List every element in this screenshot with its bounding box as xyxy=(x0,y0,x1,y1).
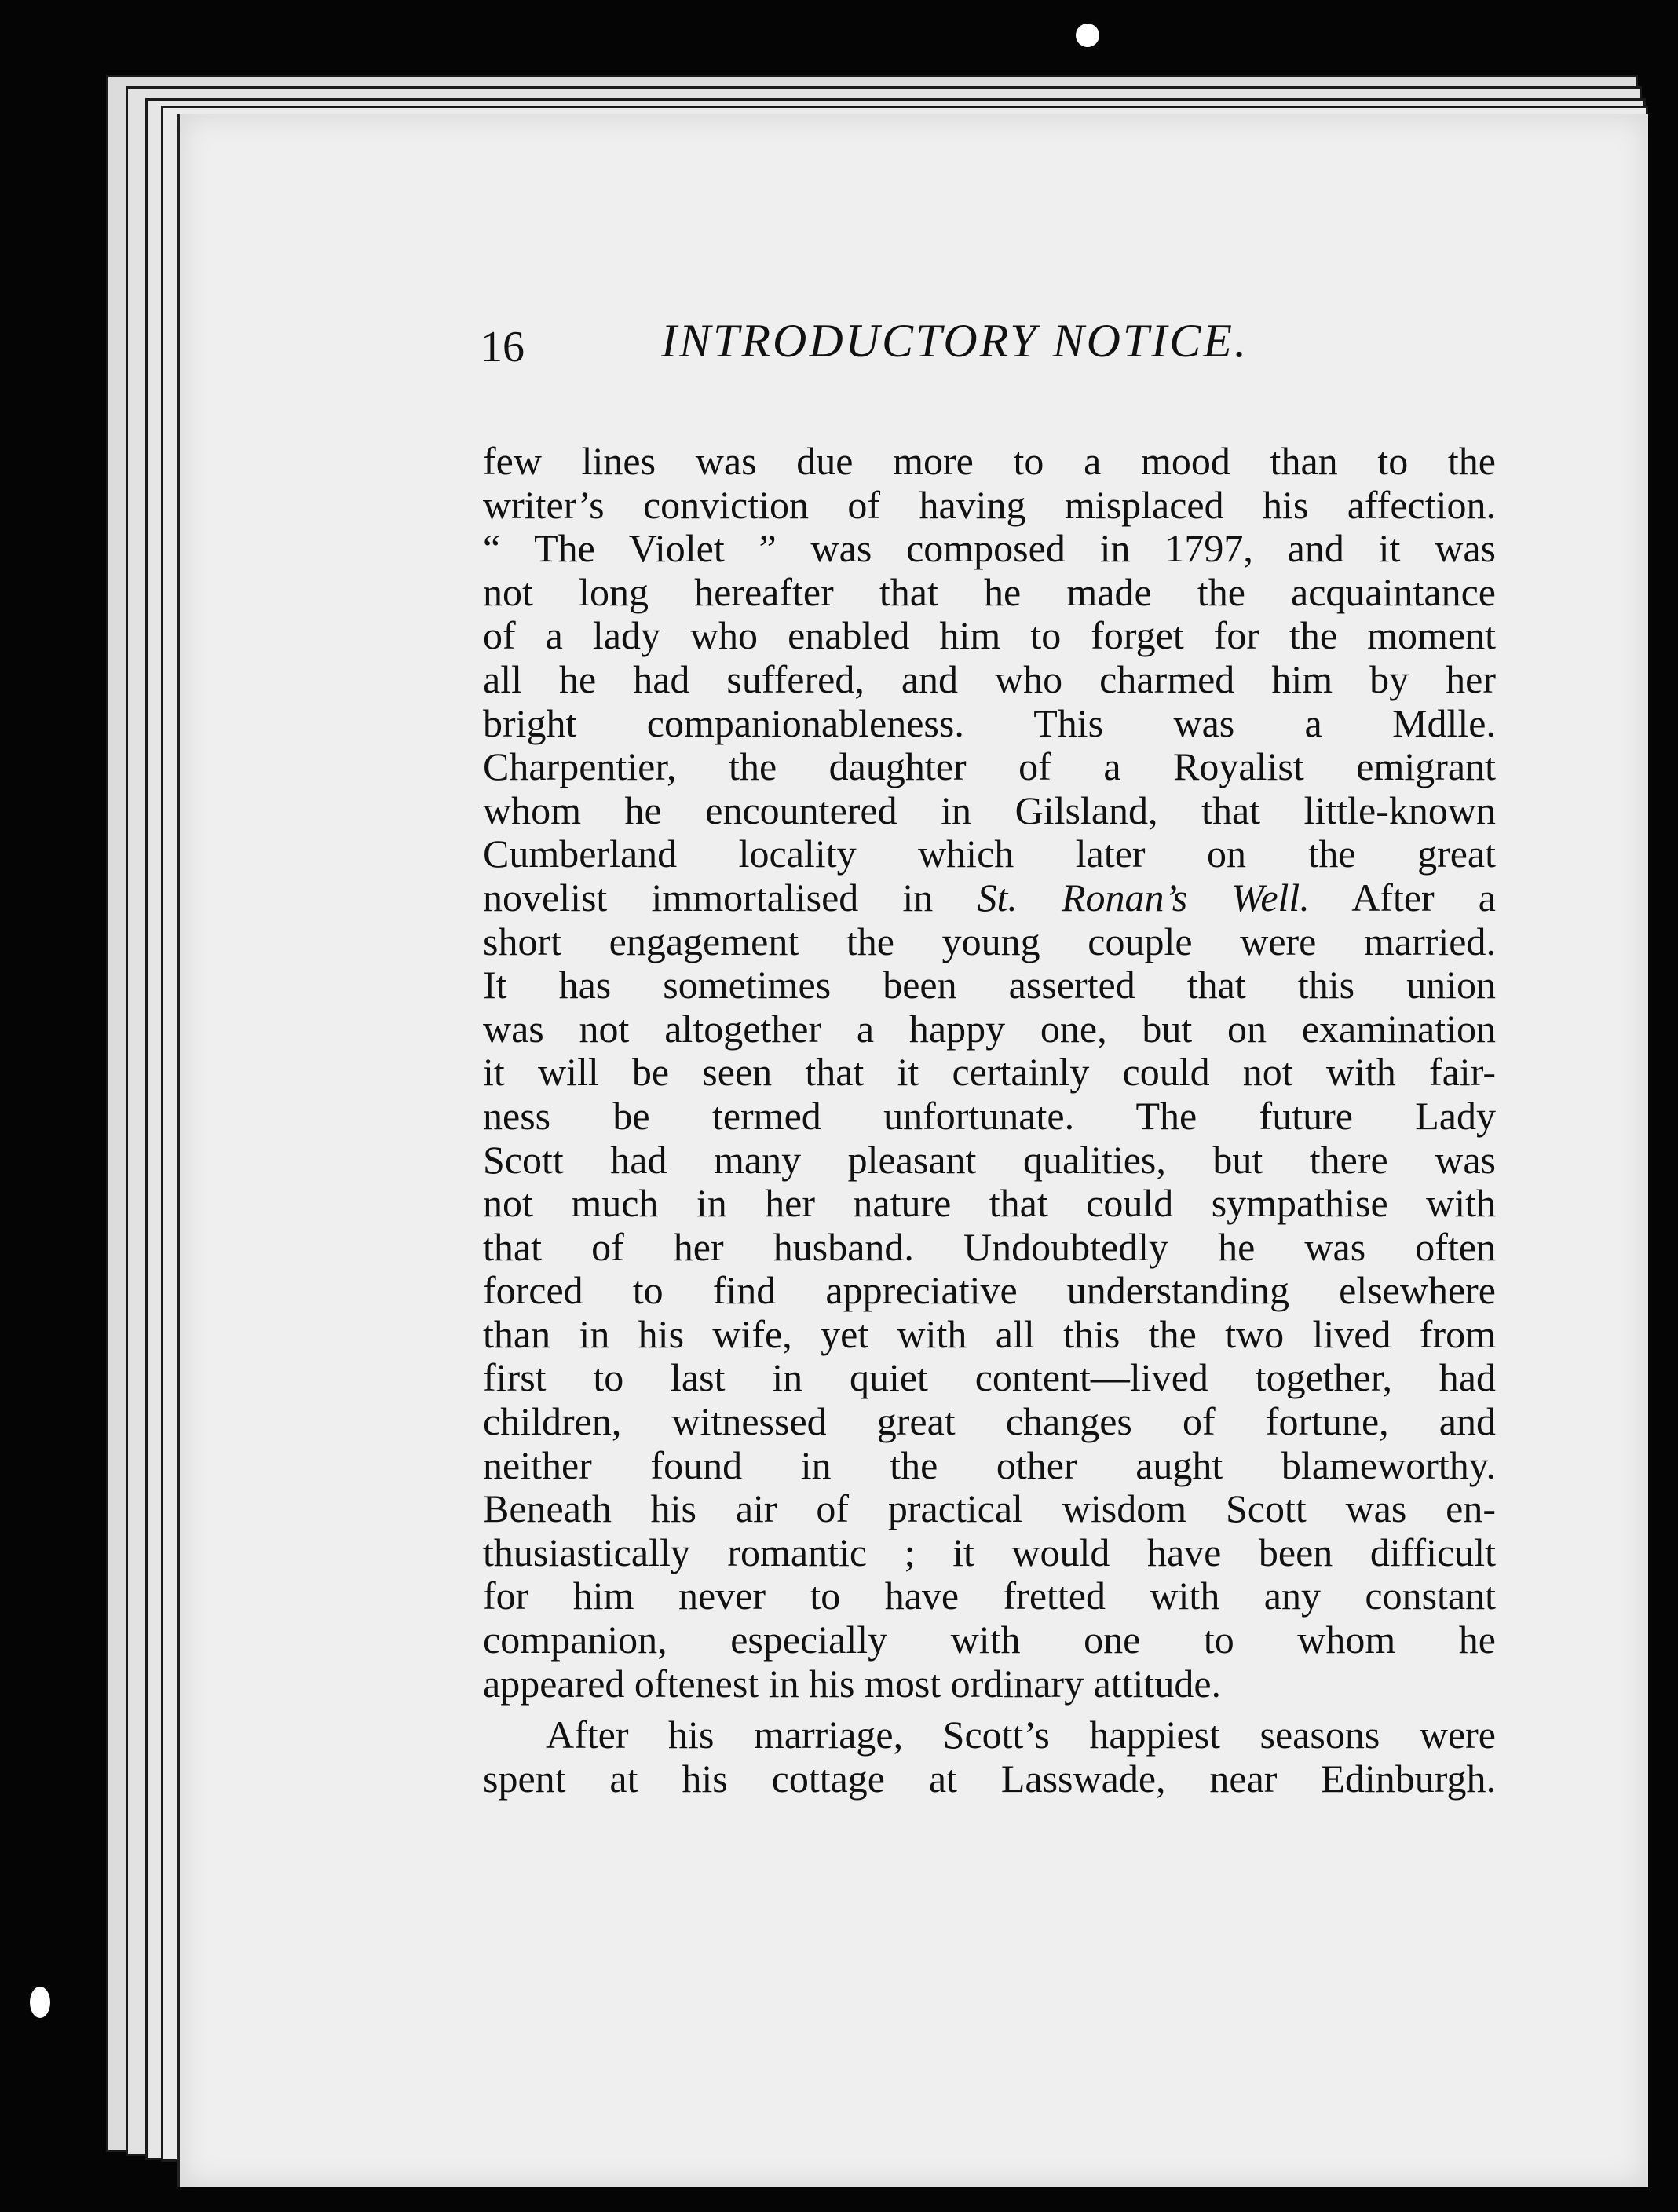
page-number: 16 xyxy=(481,323,525,371)
text-line: “ The Violet ” was composed in 1797, and it was xyxy=(483,526,1496,571)
text-line: of a lady who enabled him to forget for the moment xyxy=(483,613,1496,658)
text-line: companion, especially with one to whom he xyxy=(483,1618,1496,1662)
text-run: After a xyxy=(1309,875,1497,920)
text-line: ness be termed unfortunate. The future Lady xyxy=(483,1093,1496,1138)
text-line: it will be seen that it certainly could not with fair- xyxy=(483,1050,1496,1095)
paragraph xyxy=(483,1713,1496,1801)
text-line: It has sometimes been asserted that this union xyxy=(483,963,1496,1007)
text-line: After his marriage, Scott’s happiest seasons were xyxy=(546,1713,1496,1757)
text-line: whom he encountered in Gilsland, that little-known xyxy=(483,788,1496,832)
text-run: novelist immortalised in xyxy=(483,875,978,920)
text-line: was not altogether a happy one, but on examination xyxy=(483,1006,1496,1051)
paragraph xyxy=(483,440,1496,1706)
scan-speck xyxy=(30,1987,50,2018)
text-line: children, witnessed great changes of fortune, and xyxy=(483,1399,1496,1444)
text-line: neither found in the other aught blameworthy. xyxy=(483,1442,1496,1487)
text-line: bright companionableness. This was a Mdlle. xyxy=(483,700,1496,745)
text-line: appeared oftenest in his most ordinary attitude. xyxy=(483,1661,1222,1706)
text-line: short engagement the young couple were married. xyxy=(483,919,1496,963)
text-line-with-italic xyxy=(483,876,1496,920)
text-line: spent at his cottage at Lasswade, near Edinburgh. xyxy=(483,1756,1496,1801)
text-line: Scott had many pleasant qualities, but there was xyxy=(483,1137,1496,1182)
text-line: forced to find appreciative understanding elsewhere xyxy=(483,1268,1496,1313)
text-line: not long hereafter that he made the acquaintance xyxy=(483,569,1496,614)
text-line: than in his wife, yet with all this the two lived from xyxy=(483,1311,1496,1356)
text-line: first to last in quiet content—lived together, had xyxy=(483,1355,1496,1400)
text-line: few lines was due more to a mood than to the xyxy=(483,439,1496,483)
body-text xyxy=(483,440,1496,1801)
text-line: that of her husband. Undoubtedly he was often xyxy=(483,1224,1496,1269)
text-line: Beneath his air of practical wisdom Scott was en- xyxy=(483,1486,1496,1531)
italic-title: St. Ronan’s Well. xyxy=(977,875,1310,920)
text-line: for him never to have fretted with any constant xyxy=(483,1574,1496,1618)
text-line: writer’s conviction of having misplaced his affection. xyxy=(483,482,1496,527)
text-line: thusiastically romantic ; it would have been difficult xyxy=(483,1530,1496,1574)
text-line: not much in her nature that could sympathise with xyxy=(483,1181,1496,1226)
scan-speck xyxy=(1076,24,1099,47)
text-line: all he had suffered, and who charmed him by her xyxy=(483,656,1496,701)
page-header xyxy=(481,314,1313,377)
text-line: Cumberland locality which later on the great xyxy=(483,832,1496,876)
text-line: Charpentier, the daughter of a Royalist emigrant xyxy=(483,744,1496,789)
running-head: INTRODUCTORY NOTICE. xyxy=(661,315,1248,367)
